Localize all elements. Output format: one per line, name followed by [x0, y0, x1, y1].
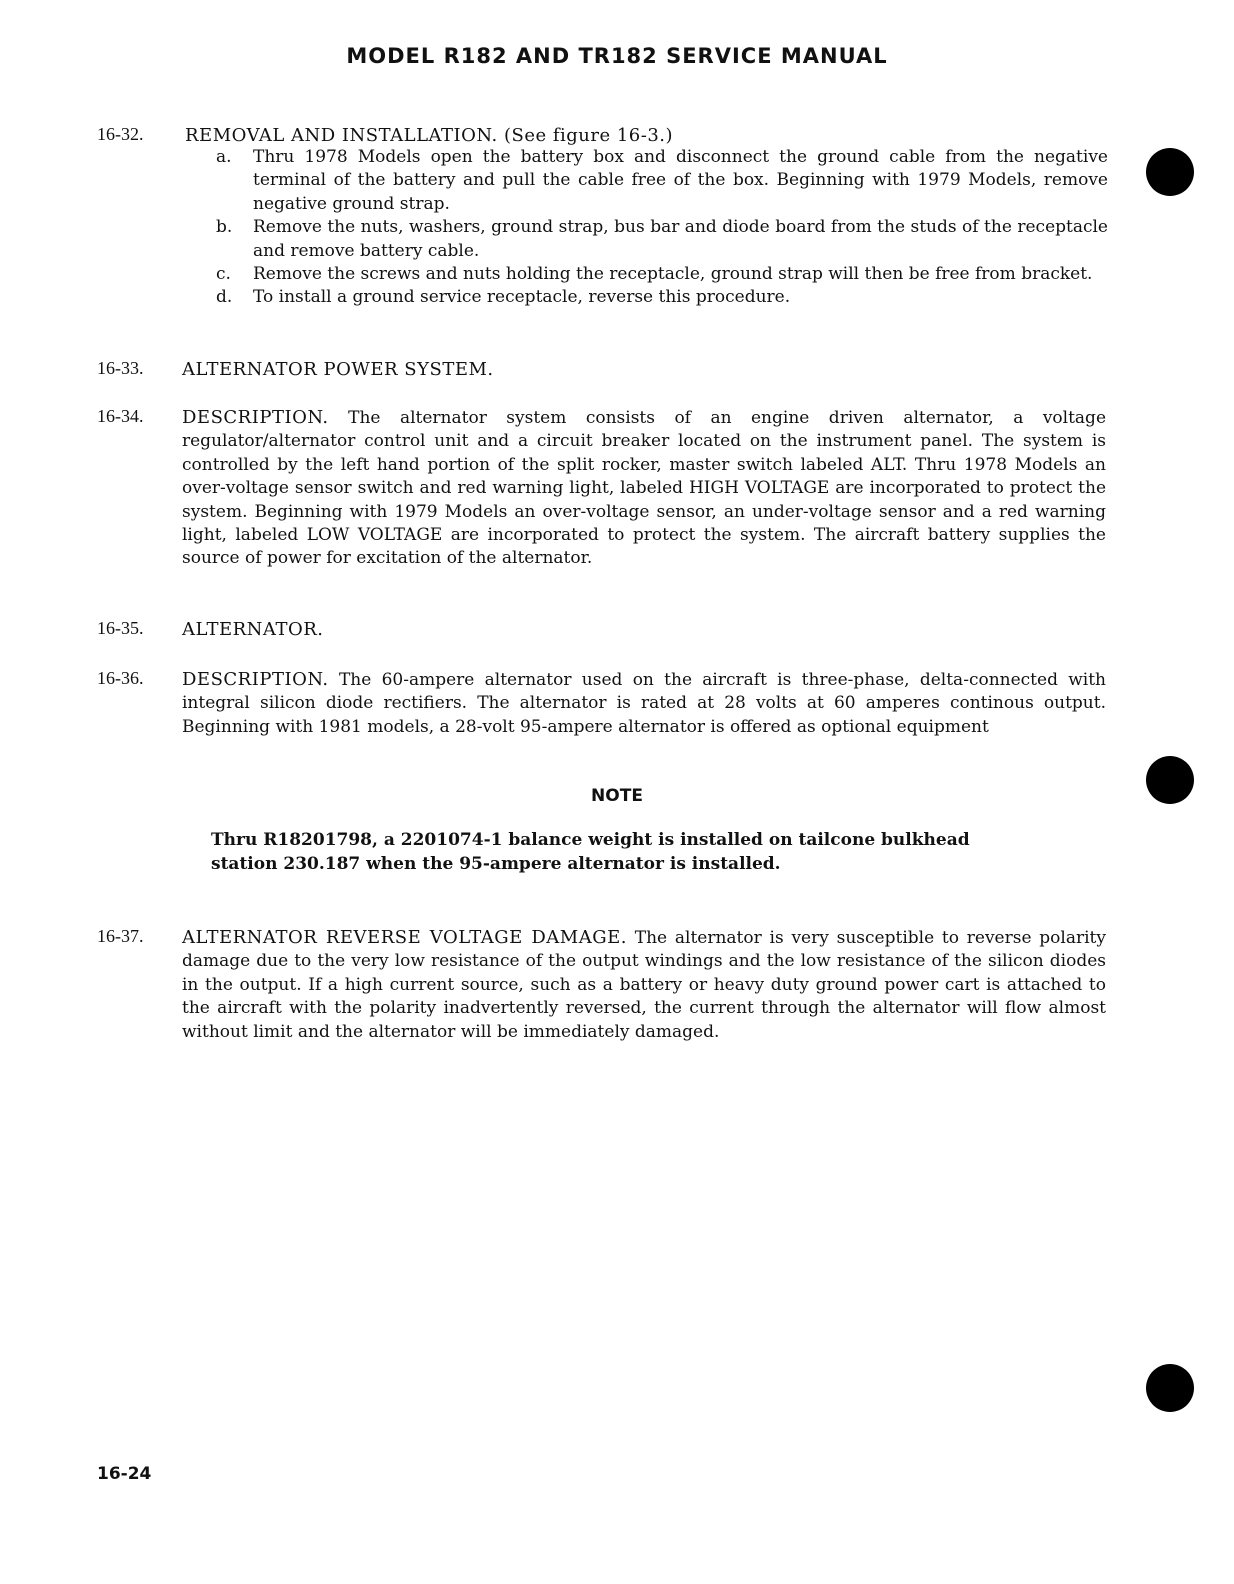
step-a [216, 146, 1108, 216]
section-number: 16-37. [97, 926, 144, 946]
step-text: Remove the nuts, washers, ground strap, bus bar and diode board from the studs of the receptacle and remove battery cable. [253, 217, 1108, 261]
steps-list [216, 146, 1108, 310]
page-header: MODEL R182 AND TR182 SERVICE MANUAL [346, 44, 888, 68]
step-d [216, 286, 1108, 309]
section-body [182, 406, 1106, 571]
revision-dot [1146, 148, 1194, 196]
section-title: ALTERNATOR POWER SYSTEM. [182, 359, 494, 380]
step-text: Remove the screws and nuts holding the receptacle, ground strap will then be free from bracket. [253, 264, 1093, 285]
step-b [216, 216, 1108, 263]
step-label: b. [216, 217, 233, 238]
section-body [182, 926, 1106, 1044]
section-title: DESCRIPTION. [182, 669, 329, 690]
revision-dot [1146, 756, 1194, 804]
step-text: To install a ground service receptacle, reverse this procedure. [253, 287, 791, 308]
section-number: 16-34. [97, 406, 144, 426]
section-text: The alternator system consists of an engine driven alternator, a voltage regulator/alternator control unit and a circuit breaker located on the instrument panel. The system is controlled by the left hand portion of the split rocker, master switch labeled ALT. Thru 1978 Models an over-voltage sensor switch and red warning light, labeled HIGH VOLTAGE are incorporated to protect the system. Beginning with 1979 Models an over-voltage sensor, an under-voltage sensor and a red warning light, labeled LOW VOLTAGE are incorporated to protect the system. The aircraft battery supplies the source of power for excitation of the alternator. [182, 408, 1107, 569]
section-text: The 60-ampere alternator used on the aircraft is three-phase, delta-connected with integral silicon diode rectifiers. The alternator is rated at 28 volts at 60 amperes continous output. Beginning with 1981 models, a 28-volt 95-ampere alternator is offered as optional equipment [182, 670, 1107, 737]
note-text: Thru R18201798, a 2201074-1 balance weight is installed on tailcone bulkhead station 230.187 when the 95-ampere alternator is installed. [211, 830, 970, 874]
section-title: REMOVAL AND INSTALLATION. (See figure 16-3.) [185, 125, 674, 146]
section-number: 16-36. [97, 668, 144, 688]
section-title: DESCRIPTION. [182, 407, 329, 428]
section-body [182, 668, 1106, 739]
step-label: a. [216, 147, 232, 167]
revision-dot [1146, 1364, 1194, 1412]
section-number: 16-35. [97, 618, 144, 638]
section-number: 16-33. [97, 358, 144, 378]
section-title: ALTERNATOR. [182, 619, 324, 640]
step-c [216, 263, 1108, 286]
step-label: c. [216, 264, 231, 285]
note-title: NOTE [591, 786, 643, 806]
step-text: Thru 1978 Models open the battery box and disconnect the ground cable from the negative terminal of the battery and pull the cable free of the box. Beginning with 1979 Models, remove negative ground strap. [253, 147, 1108, 214]
section-number: 16-32. [97, 124, 144, 144]
page-number: 16-24 [97, 1464, 152, 1484]
section-title: ALTERNATOR REVERSE VOLTAGE DAMAGE. [182, 927, 627, 948]
step-label: d. [216, 287, 233, 308]
section-text: The alternator is very susceptible to reverse polarity damage due to the very low resistance of the output windings and the low resistance of the silicon diodes in the output. If a high current source, such as a battery or heavy duty ground power cart is attached to the aircraft with the polarity inadvertently reversed, the current through the alternator will flow almost without limit and the alternator will be immediately damaged. [182, 928, 1106, 1042]
